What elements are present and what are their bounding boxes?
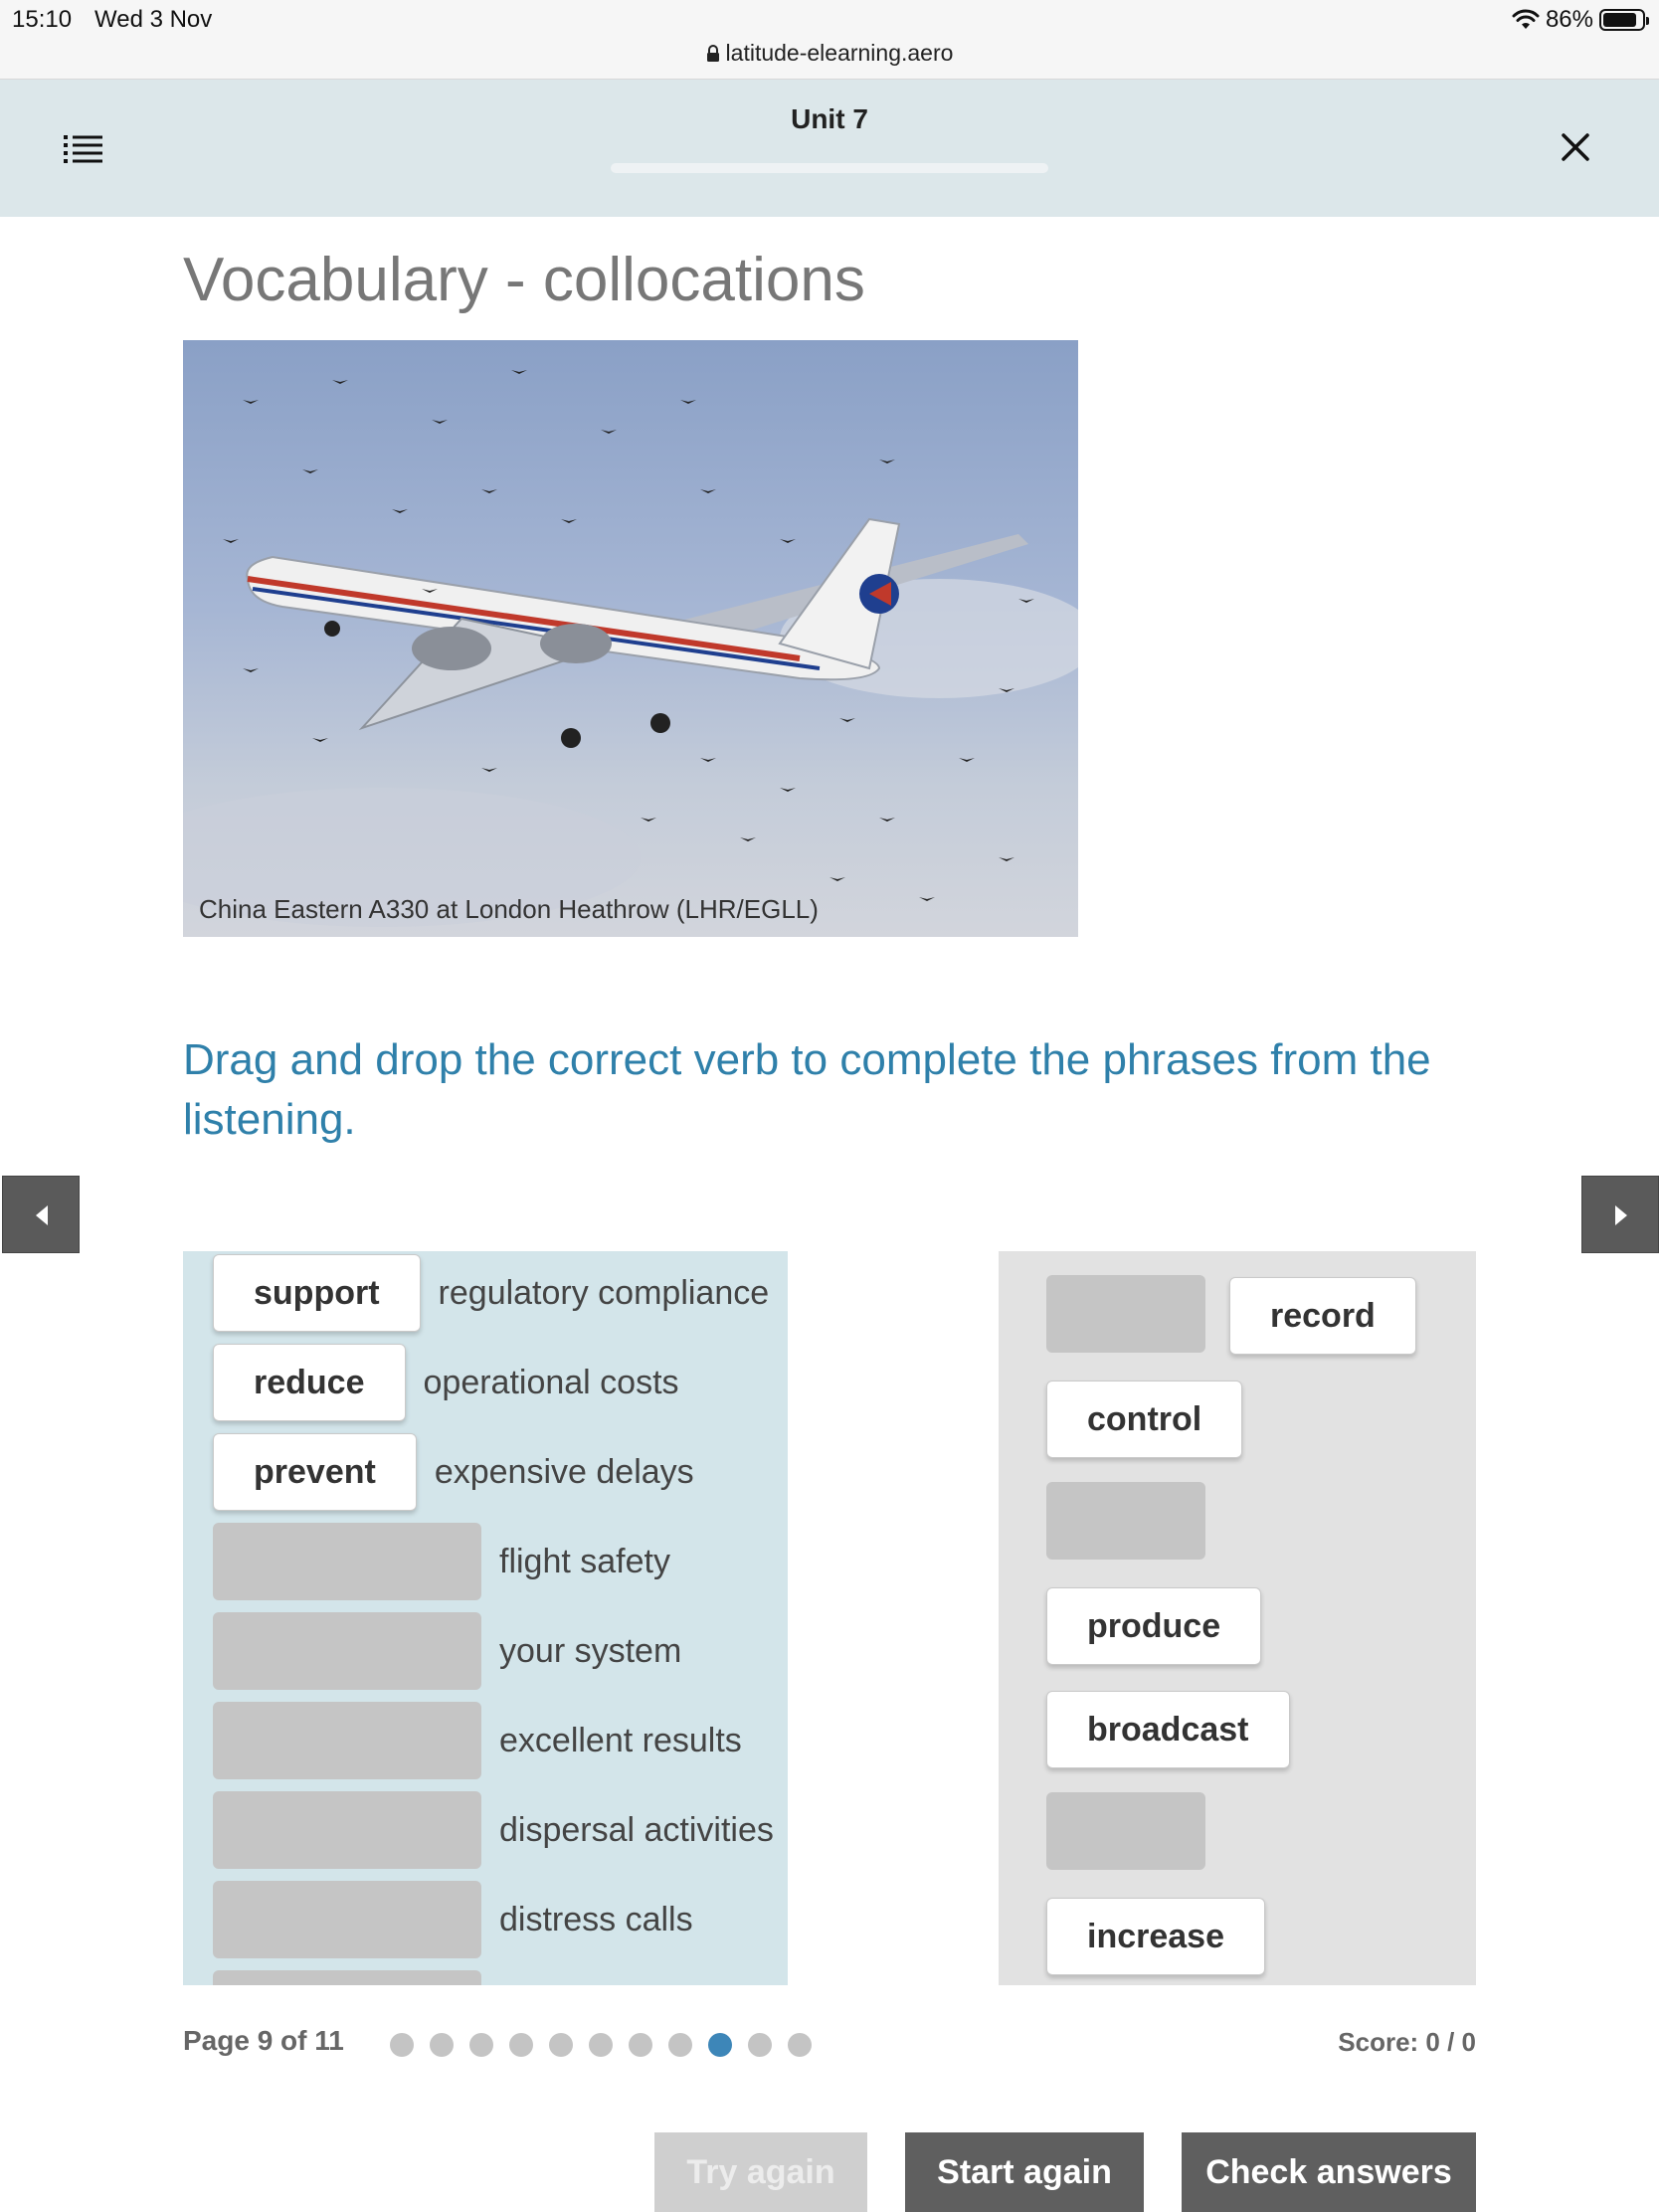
battery-icon	[1599, 9, 1645, 31]
placed-verb-chip[interactable]: reduce	[213, 1344, 406, 1421]
close-icon[interactable]	[1558, 129, 1593, 165]
previous-page-button[interactable]	[2, 1176, 80, 1253]
phrase-text: regulatory compliance	[438, 1273, 770, 1312]
phrase-text: expensive delays	[434, 1452, 694, 1491]
page-dot[interactable]	[549, 2033, 573, 2057]
chevron-right-icon	[1582, 1177, 1659, 1254]
page-dot[interactable]	[509, 2033, 533, 2057]
page-indicator: Page 9 of 11	[183, 2025, 344, 2056]
placed-verb-chip[interactable]: prevent	[213, 1433, 417, 1511]
empty-bank-slot	[1046, 1275, 1205, 1353]
empty-bank-slot	[1046, 1792, 1205, 1870]
page-dot[interactable]	[629, 2033, 652, 2057]
next-page-button[interactable]	[1581, 1176, 1659, 1253]
phrase-drop-panel	[183, 1251, 788, 1985]
url-text: latitude-elearning.aero	[725, 40, 954, 66]
score-display: Score: 0 / 0	[1338, 2027, 1476, 2057]
course-header	[0, 80, 1659, 217]
empty-drop-slot[interactable]	[213, 1970, 481, 1985]
instruction-text: Drag and drop the correct verb to complete the phrases from the listening.	[183, 1035, 1431, 1144]
phrase-row	[213, 1701, 742, 1780]
empty-drop-slot[interactable]	[213, 1612, 481, 1690]
check-answers-button[interactable]: Check answers	[1182, 2132, 1476, 2212]
address-bar[interactable]	[0, 40, 1659, 67]
empty-drop-slot[interactable]	[213, 1523, 481, 1600]
menu-list-icon[interactable]	[62, 129, 105, 169]
phrase-text: distress calls	[499, 1900, 693, 1938]
aircraft-illustration	[183, 340, 1078, 937]
page-dot[interactable]	[748, 2033, 772, 2057]
phrase-row	[213, 1253, 769, 1333]
word-chip-record[interactable]: record	[1229, 1277, 1416, 1355]
empty-drop-slot[interactable]	[213, 1791, 481, 1869]
photo-caption: China Eastern A330 at London Heathrow (LHR/EGLL)	[199, 894, 819, 924]
placed-verb-chip[interactable]: support	[213, 1254, 421, 1332]
phrase-text: operational costs	[423, 1363, 679, 1401]
phrase-row	[213, 1880, 693, 1959]
phrase-row	[213, 1522, 670, 1601]
phrase-text: your system	[499, 1631, 682, 1670]
empty-drop-slot[interactable]	[213, 1702, 481, 1779]
word-bank-panel	[999, 1251, 1476, 1985]
start-again-button[interactable]: Start again	[905, 2132, 1144, 2212]
phrase-text: flight safety	[499, 1542, 670, 1580]
status-date: Wed 3 Nov	[94, 6, 213, 33]
page-dot[interactable]	[390, 2033, 414, 2057]
phrase-text: dispersal activities	[499, 1810, 774, 1849]
phrase-row	[213, 1432, 694, 1512]
unit-progress-bar	[611, 163, 1048, 173]
word-chip-broadcast[interactable]: broadcast	[1046, 1691, 1290, 1768]
battery-percent: 86%	[1545, 6, 1593, 33]
status-indicators	[1512, 6, 1645, 34]
word-chip-increase[interactable]: increase	[1046, 1898, 1265, 1975]
phrase-row	[213, 1611, 681, 1691]
aircraft-photo	[183, 340, 1078, 937]
page-dot[interactable]	[430, 2033, 454, 2057]
lock-icon	[706, 45, 720, 63]
wifi-icon	[1512, 9, 1540, 31]
page-dot[interactable]	[589, 2033, 613, 2057]
page-dots	[390, 2033, 812, 2057]
page-dot-active[interactable]	[708, 2033, 732, 2057]
phrase-row	[213, 1790, 774, 1870]
word-chip-control[interactable]: control	[1046, 1381, 1242, 1458]
page-dot[interactable]	[788, 2033, 812, 2057]
empty-drop-slot[interactable]	[213, 1881, 481, 1958]
page-dot[interactable]	[469, 2033, 493, 2057]
page-dot[interactable]	[668, 2033, 692, 2057]
phrase-row-partial	[213, 1969, 481, 1985]
chevron-left-icon	[3, 1177, 81, 1254]
phrase-text: excellent results	[499, 1721, 742, 1759]
status-time: 15:10	[12, 6, 73, 33]
page-title: Vocabulary - collocations	[183, 246, 865, 314]
status-bar	[0, 0, 1659, 80]
unit-title: Unit 7	[791, 103, 868, 134]
phrase-row	[213, 1343, 679, 1422]
word-chip-produce[interactable]: produce	[1046, 1587, 1261, 1665]
try-again-button[interactable]: Try again	[654, 2132, 867, 2212]
empty-bank-slot	[1046, 1482, 1205, 1560]
